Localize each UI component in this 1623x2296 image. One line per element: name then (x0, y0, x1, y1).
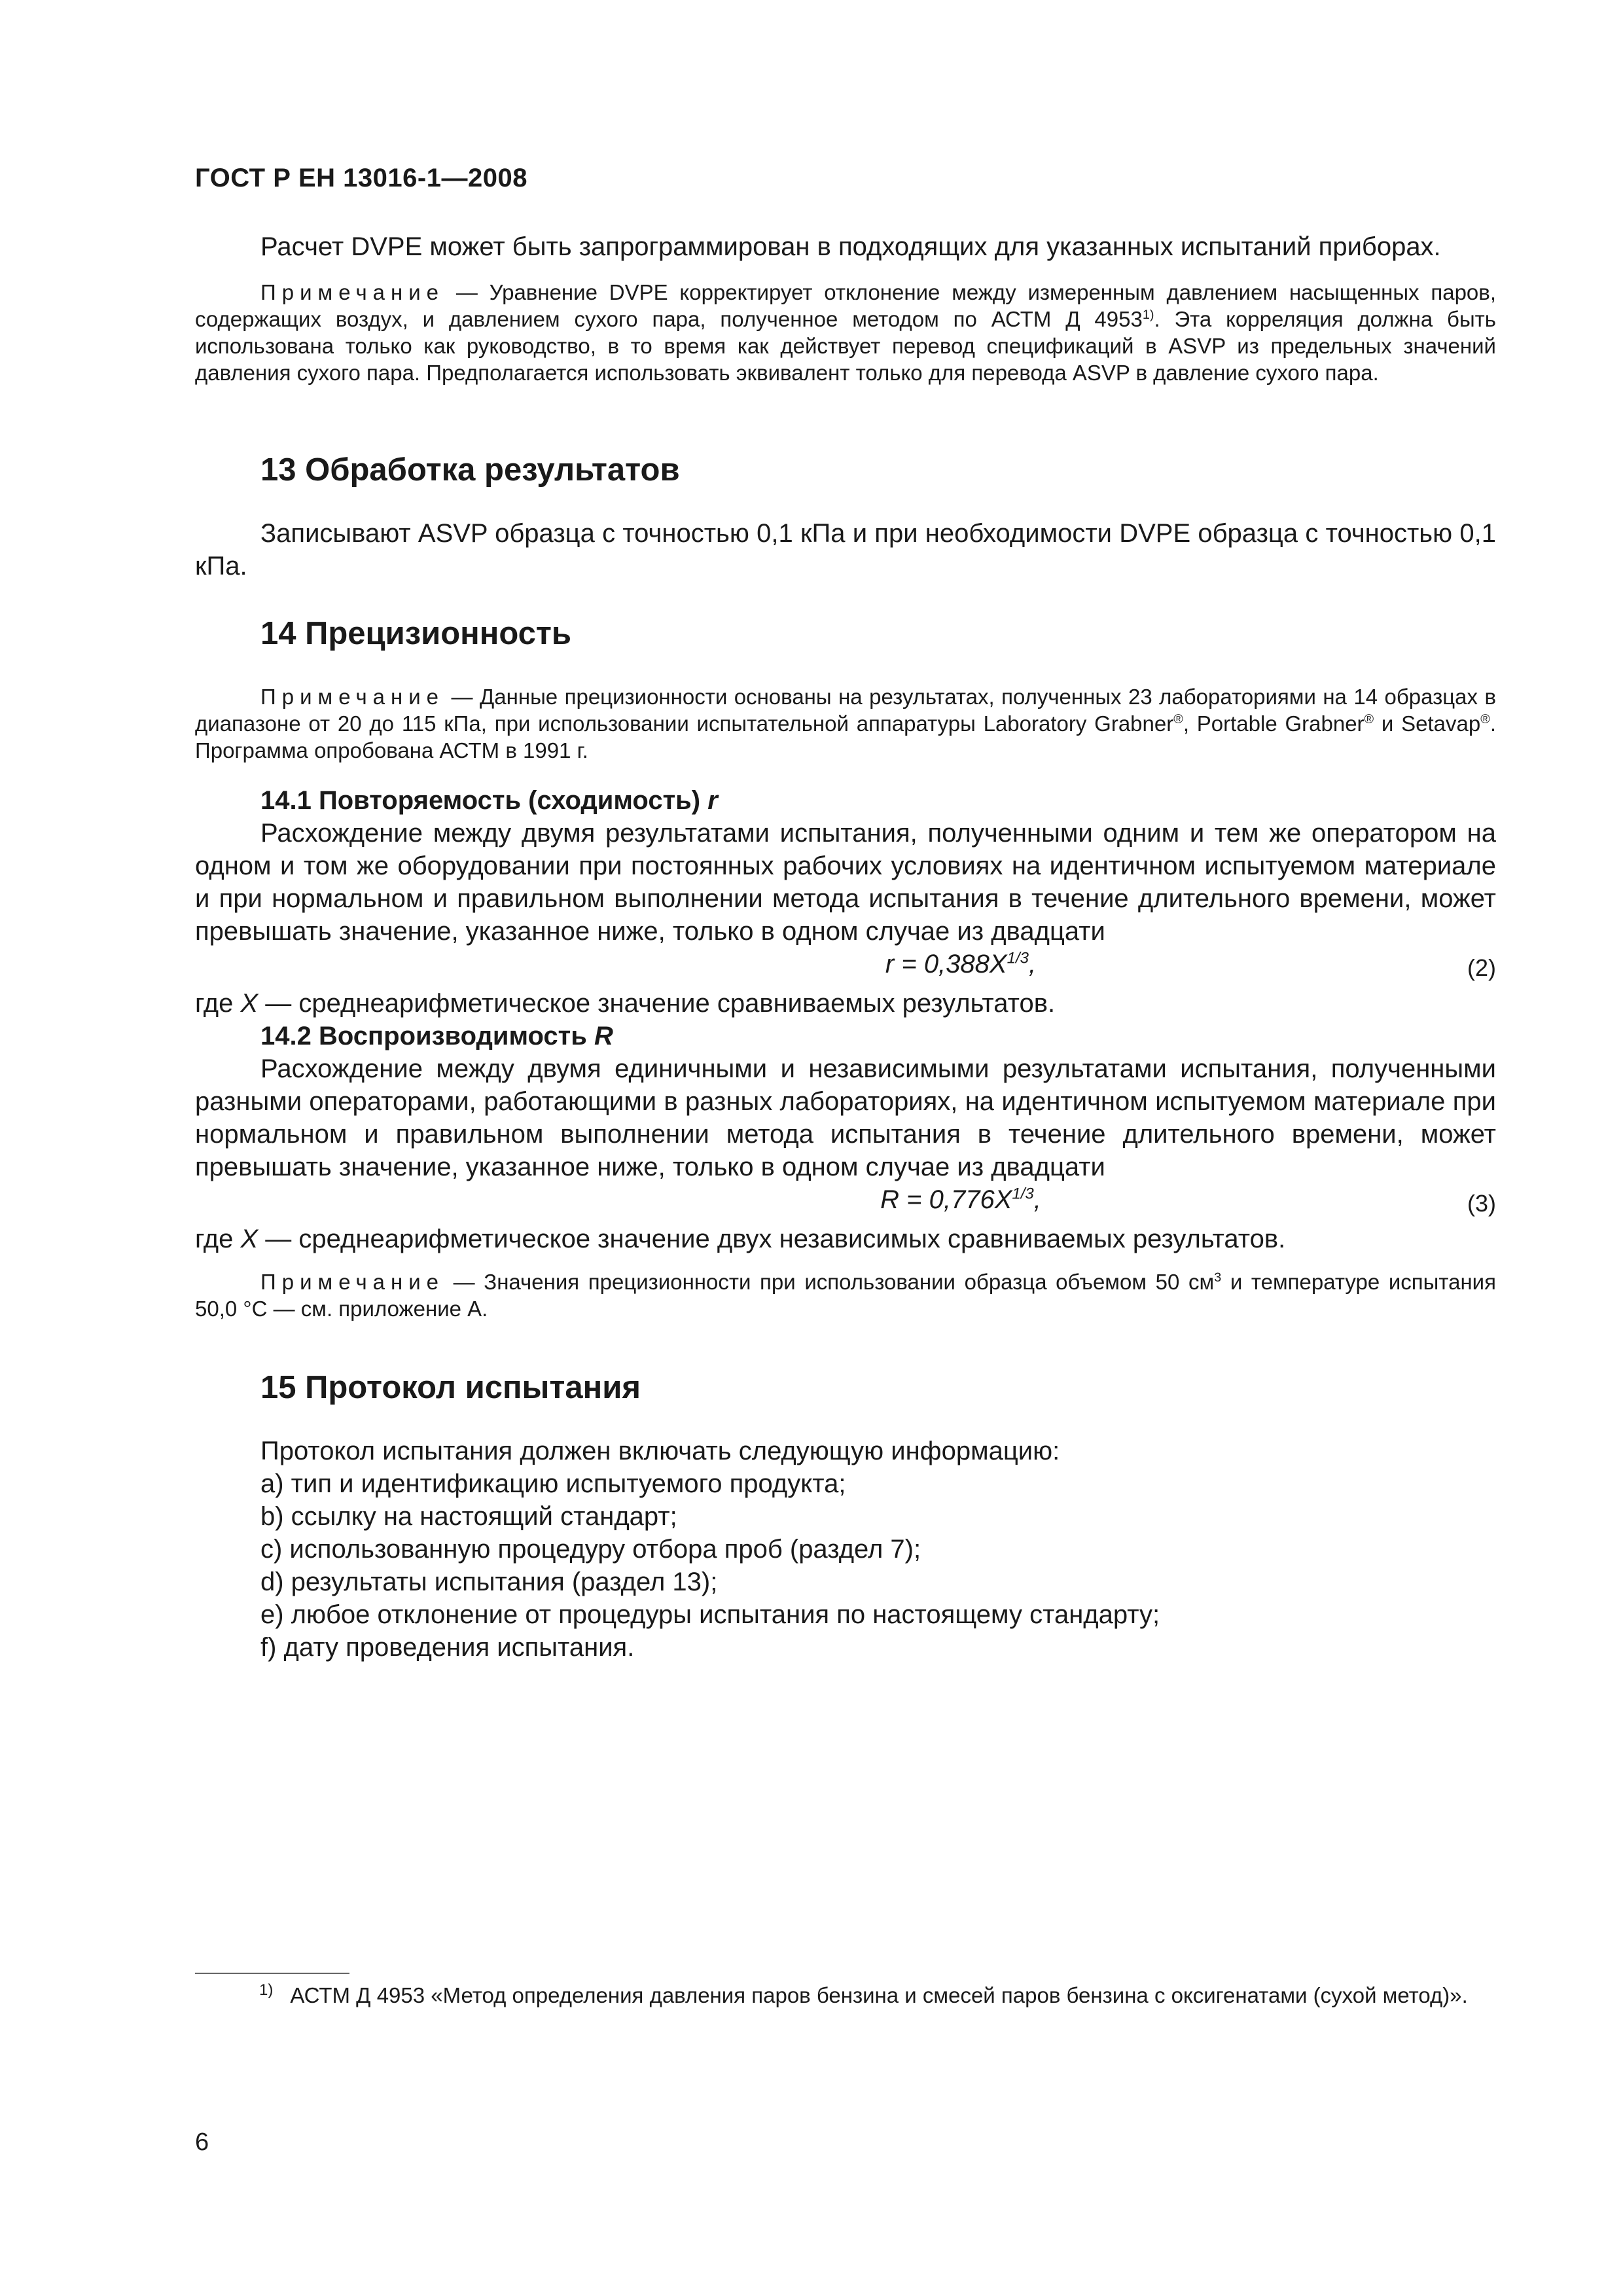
where-clause: где X — среднеарифметическое значение сравниваемых результатов. (195, 989, 1056, 1018)
intro-paragraph: Расчет DVPE может быть запрограммирован в подходящих для указанных испытаний приборах. (260, 232, 1441, 261)
note-text: — Значения прецизионности при использовании образца объемом 50 см (444, 1270, 1215, 1294)
registered-mark: ® (1480, 712, 1490, 726)
note-text: и температуре испытания 50,0 °С — см. приложение А. (195, 1270, 1496, 1321)
formula-expression: $R = 0,776X^{1/3}$, (880, 1185, 1041, 1214)
footnote-mark: 1) (259, 1981, 274, 1999)
symbol-R: R (594, 1022, 613, 1050)
footnote-divider (195, 1973, 349, 1974)
footnote-text: АСТМ Д 4953 «Метод определения давления паров бензина и смесей паров бензина с оксигенатами (сухой метод)». (290, 1983, 1468, 2007)
symbol-r: r (707, 786, 718, 815)
note-text: и Setavap (1374, 711, 1481, 736)
formula-expression: $r = 0,388X^{1/3}$, (885, 949, 1037, 978)
formula-2 (195, 948, 1496, 980)
formula-number: (2) (1467, 954, 1496, 981)
page-number: 6 (195, 2128, 209, 2156)
protocol-list (260, 1467, 1496, 1664)
note-text: . Программа опробована АСТМ в 1991 г. (195, 711, 1496, 762)
section-14-heading: 14 Прецизионность (260, 616, 572, 651)
note-label: Примечание (260, 685, 445, 709)
section-14-2-heading: 14.2 Воспроизводимость R (260, 1022, 613, 1050)
section-14-1-heading: 14.1 Повторяемость (сходимость) r (260, 786, 718, 815)
formula-number: (3) (1467, 1190, 1496, 1217)
note-text: — Уравнение DVPE корректирует отклонение между измеренным давлением насыщенных паров, содержащих воздух, и давлением сухого пара, полученное методом по АСТМ Д 4953 (195, 280, 1496, 331)
section-15-intro: Протокол испытания должен включать следующую информацию: (260, 1437, 1060, 1465)
section-14-2-paragraph: Расхождение между двумя единичными и независимыми результатами испытания, полученными разными операторами, работающими в разных лабораториях, на идентичном испытуемом материале при нормальном и правильном выполнении метода испытания в течение длительного времени, может превышать значение, указанное ниже, только в одном случае из двадцати (195, 1054, 1496, 1181)
note-text: , Portable Grabner (1183, 711, 1364, 736)
document-header: ГОСТ Р ЕН 13016-1—2008 (195, 164, 527, 192)
registered-mark: ® (1173, 712, 1183, 726)
list-item: d) результаты испытания (раздел 13); (260, 1568, 718, 1596)
note-text: . Эта корреляция должна быть использована только как руководство, в то время как действует перевод спецификаций в ASVP из предельных значений давления сухого пара. Предполагается использовать эквивалент только для перевода ASVP в давление сухого пара. (195, 307, 1496, 385)
list-item: f) дату проведения испытания. (260, 1633, 635, 1662)
note-text: — Данные прецизионности основаны на результатах, полученных 23 лабораториями на 14 образцах в диапазоне от 20 до 115 кПа, при использовании испытательной аппаратуры Laboratory Grabner (195, 685, 1496, 736)
note-label: Примечание (260, 280, 445, 304)
section-13-heading: 13 Обработка результатов (260, 452, 680, 488)
formula-3 (195, 1183, 1496, 1216)
list-item: e) любое отклонение от процедуры испытания по настоящему стандарту; (260, 1600, 1160, 1629)
list-item: b) ссылку на настоящий стандарт; (260, 1502, 677, 1531)
where-clause: где X — среднеарифметическое значение двух независимых сравниваемых результатов. (195, 1225, 1286, 1253)
list-item: c) использованную процедуру отбора проб (раздел 7); (260, 1535, 921, 1564)
section-14-note (195, 683, 1496, 764)
footnote-ref: 1) (1142, 308, 1154, 322)
footnote (195, 1982, 1496, 2011)
list-item: a) тип и идентификацию испытуемого продукта; (260, 1469, 846, 1498)
section-15-heading: 15 Протокол испытания (260, 1370, 641, 1405)
section-14-1-paragraph: Расхождение между двумя результатами испытания, полученными одним и тем же оператором на одном и том же оборудовании при постоянных рабочих условиях на идентичном испытуемом материале и при нормальном и правильном выполнении метода испытания в течение длительного времени, может превышать значение, указанное ниже, только в одном случае из двадцати (195, 819, 1496, 946)
note-label: Примечание (260, 1270, 445, 1294)
section-13-paragraph: Записывают ASVP образца с точностью 0,1 кПа и при необходимости DVPE образца с точностью 0,1 кПа. (195, 519, 1496, 581)
intro-note (195, 279, 1496, 386)
registered-mark: ® (1364, 712, 1374, 726)
section-14-2-note: Примечание — Значения прецизионности при использовании образца объемом 50 $см^3$ и температуре испытания 50,0 °С — см. приложение А. (195, 1270, 1496, 1321)
